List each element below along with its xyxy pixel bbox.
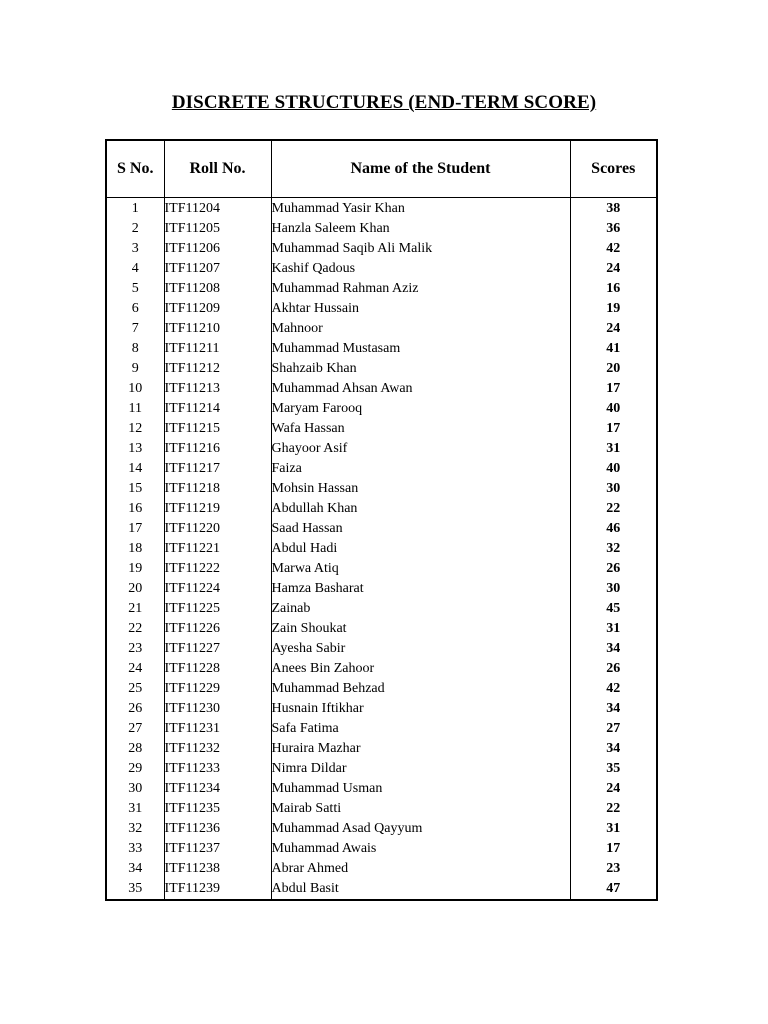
cell-sno: 15	[106, 479, 164, 499]
table-body	[106, 198, 657, 901]
cell-sno: 28	[106, 739, 164, 759]
cell-roll-no: ITF11204	[164, 198, 271, 220]
cell-sno: 30	[106, 779, 164, 799]
cell-sno: 10	[106, 379, 164, 399]
cell-student-name: Huraira Mazhar	[271, 739, 570, 759]
cell-score: 38	[570, 198, 657, 220]
cell-student-name: Muhammad Ahsan Awan	[271, 379, 570, 399]
cell-sno: 13	[106, 439, 164, 459]
table-header-row	[106, 140, 657, 198]
cell-score: 16	[570, 279, 657, 299]
table-row	[106, 659, 657, 679]
cell-score: 19	[570, 299, 657, 319]
cell-score: 26	[570, 659, 657, 679]
cell-sno: 2	[106, 219, 164, 239]
cell-roll-no: ITF11228	[164, 659, 271, 679]
cell-sno: 20	[106, 579, 164, 599]
cell-student-name: Shahzaib Khan	[271, 359, 570, 379]
table-row	[106, 779, 657, 799]
cell-roll-no: ITF11226	[164, 619, 271, 639]
cell-student-name: Zainab	[271, 599, 570, 619]
cell-student-name: Faiza	[271, 459, 570, 479]
cell-score: 34	[570, 639, 657, 659]
cell-student-name: Abdul Hadi	[271, 539, 570, 559]
cell-sno: 8	[106, 339, 164, 359]
table-row	[106, 379, 657, 399]
table-row	[106, 319, 657, 339]
cell-score: 40	[570, 459, 657, 479]
cell-score: 24	[570, 319, 657, 339]
table-row	[106, 519, 657, 539]
table-row	[106, 879, 657, 900]
header-sno: S No.	[106, 140, 164, 198]
table-row	[106, 499, 657, 519]
cell-score: 30	[570, 579, 657, 599]
cell-roll-no: ITF11219	[164, 499, 271, 519]
cell-roll-no: ITF11238	[164, 859, 271, 879]
cell-score: 47	[570, 879, 657, 900]
cell-roll-no: ITF11225	[164, 599, 271, 619]
cell-student-name: Mahnoor	[271, 319, 570, 339]
cell-roll-no: ITF11217	[164, 459, 271, 479]
cell-score: 17	[570, 419, 657, 439]
cell-roll-no: ITF11220	[164, 519, 271, 539]
cell-roll-no: ITF11224	[164, 579, 271, 599]
cell-student-name: Muhammad Saqib Ali Malik	[271, 239, 570, 259]
cell-score: 24	[570, 779, 657, 799]
cell-student-name: Muhammad Asad Qayyum	[271, 819, 570, 839]
cell-student-name: Husnain Iftikhar	[271, 699, 570, 719]
table-row	[106, 619, 657, 639]
cell-roll-no: ITF11230	[164, 699, 271, 719]
cell-sno: 25	[106, 679, 164, 699]
cell-roll-no: ITF11233	[164, 759, 271, 779]
cell-student-name: Safa Fatima	[271, 719, 570, 739]
cell-sno: 19	[106, 559, 164, 579]
table-row	[106, 439, 657, 459]
table-row	[106, 299, 657, 319]
cell-roll-no: ITF11206	[164, 239, 271, 259]
cell-score: 32	[570, 539, 657, 559]
cell-roll-no: ITF11229	[164, 679, 271, 699]
cell-score: 42	[570, 239, 657, 259]
cell-student-name: Muhammad Rahman Aziz	[271, 279, 570, 299]
table-row	[106, 739, 657, 759]
table-row	[106, 819, 657, 839]
cell-roll-no: ITF11212	[164, 359, 271, 379]
cell-sno: 6	[106, 299, 164, 319]
table-row	[106, 599, 657, 619]
cell-student-name: Marwa Atiq	[271, 559, 570, 579]
cell-sno: 14	[106, 459, 164, 479]
cell-roll-no: ITF11227	[164, 639, 271, 659]
cell-student-name: Muhammad Behzad	[271, 679, 570, 699]
cell-sno: 11	[106, 399, 164, 419]
cell-student-name: Mairab Satti	[271, 799, 570, 819]
cell-student-name: Abrar Ahmed	[271, 859, 570, 879]
table-row	[106, 839, 657, 859]
table-row	[106, 559, 657, 579]
table-row	[106, 639, 657, 659]
cell-sno: 3	[106, 239, 164, 259]
cell-score: 24	[570, 259, 657, 279]
cell-sno: 23	[106, 639, 164, 659]
cell-student-name: Ayesha Sabir	[271, 639, 570, 659]
cell-student-name: Hamza Basharat	[271, 579, 570, 599]
table-row	[106, 579, 657, 599]
cell-sno: 32	[106, 819, 164, 839]
score-table	[105, 139, 658, 901]
cell-roll-no: ITF11213	[164, 379, 271, 399]
table-row	[106, 259, 657, 279]
cell-sno: 5	[106, 279, 164, 299]
cell-student-name: Zain Shoukat	[271, 619, 570, 639]
cell-roll-no: ITF11205	[164, 219, 271, 239]
cell-sno: 17	[106, 519, 164, 539]
cell-score: 26	[570, 559, 657, 579]
cell-student-name: Mohsin Hassan	[271, 479, 570, 499]
cell-sno: 1	[106, 198, 164, 220]
header-roll-no: Roll No.	[164, 140, 271, 198]
cell-score: 27	[570, 719, 657, 739]
cell-score: 17	[570, 839, 657, 859]
cell-score: 31	[570, 439, 657, 459]
cell-sno: 22	[106, 619, 164, 639]
table-row	[106, 198, 657, 220]
cell-score: 34	[570, 739, 657, 759]
cell-sno: 35	[106, 879, 164, 900]
cell-student-name: Anees Bin Zahoor	[271, 659, 570, 679]
cell-sno: 33	[106, 839, 164, 859]
cell-sno: 9	[106, 359, 164, 379]
cell-student-name: Nimra Dildar	[271, 759, 570, 779]
cell-sno: 27	[106, 719, 164, 739]
cell-roll-no: ITF11231	[164, 719, 271, 739]
cell-roll-no: ITF11221	[164, 539, 271, 559]
cell-roll-no: ITF11215	[164, 419, 271, 439]
cell-sno: 7	[106, 319, 164, 339]
cell-student-name: Hanzla Saleem Khan	[271, 219, 570, 239]
cell-score: 22	[570, 499, 657, 519]
cell-sno: 4	[106, 259, 164, 279]
table-row	[106, 699, 657, 719]
cell-roll-no: ITF11216	[164, 439, 271, 459]
cell-roll-no: ITF11232	[164, 739, 271, 759]
cell-student-name: Abdul Basit	[271, 879, 570, 900]
cell-roll-no: ITF11218	[164, 479, 271, 499]
cell-score: 42	[570, 679, 657, 699]
cell-score: 30	[570, 479, 657, 499]
cell-score: 41	[570, 339, 657, 359]
cell-score: 45	[570, 599, 657, 619]
cell-roll-no: ITF11239	[164, 879, 271, 900]
cell-student-name: Ghayoor Asif	[271, 439, 570, 459]
cell-score: 31	[570, 619, 657, 639]
cell-roll-no: ITF11214	[164, 399, 271, 419]
cell-roll-no: ITF11222	[164, 559, 271, 579]
cell-student-name: Muhammad Mustasam	[271, 339, 570, 359]
cell-roll-no: ITF11235	[164, 799, 271, 819]
cell-roll-no: ITF11236	[164, 819, 271, 839]
cell-score: 46	[570, 519, 657, 539]
header-student-name: Name of the Student	[271, 140, 570, 198]
cell-sno: 24	[106, 659, 164, 679]
table-row	[106, 859, 657, 879]
cell-student-name: Muhammad Usman	[271, 779, 570, 799]
cell-score: 20	[570, 359, 657, 379]
cell-sno: 29	[106, 759, 164, 779]
cell-sno: 12	[106, 419, 164, 439]
table-row	[106, 539, 657, 559]
cell-student-name: Muhammad Awais	[271, 839, 570, 859]
table-row	[106, 399, 657, 419]
table-row	[106, 759, 657, 779]
cell-student-name: Saad Hassan	[271, 519, 570, 539]
table-row	[106, 339, 657, 359]
cell-score: 31	[570, 819, 657, 839]
cell-sno: 21	[106, 599, 164, 619]
cell-student-name: Maryam Farooq	[271, 399, 570, 419]
table-row	[106, 459, 657, 479]
cell-score: 22	[570, 799, 657, 819]
header-scores: Scores	[570, 140, 657, 198]
cell-score: 40	[570, 399, 657, 419]
cell-sno: 26	[106, 699, 164, 719]
table-row	[106, 219, 657, 239]
table-row	[106, 479, 657, 499]
table-row	[106, 279, 657, 299]
cell-roll-no: ITF11209	[164, 299, 271, 319]
cell-score: 23	[570, 859, 657, 879]
cell-sno: 16	[106, 499, 164, 519]
table-row	[106, 799, 657, 819]
cell-score: 34	[570, 699, 657, 719]
cell-roll-no: ITF11211	[164, 339, 271, 359]
cell-roll-no: ITF11208	[164, 279, 271, 299]
cell-student-name: Kashif Qadous	[271, 259, 570, 279]
cell-sno: 18	[106, 539, 164, 559]
cell-sno: 31	[106, 799, 164, 819]
table-row	[106, 239, 657, 259]
cell-score: 17	[570, 379, 657, 399]
cell-student-name: Wafa Hassan	[271, 419, 570, 439]
cell-student-name: Abdullah Khan	[271, 499, 570, 519]
cell-student-name: Akhtar Hussain	[271, 299, 570, 319]
cell-roll-no: ITF11237	[164, 839, 271, 859]
cell-roll-no: ITF11234	[164, 779, 271, 799]
table-row	[106, 359, 657, 379]
cell-roll-no: ITF11207	[164, 259, 271, 279]
table-row	[106, 719, 657, 739]
cell-score: 35	[570, 759, 657, 779]
cell-student-name: Muhammad Yasir Khan	[271, 198, 570, 220]
table-row	[106, 679, 657, 699]
cell-score: 36	[570, 219, 657, 239]
cell-roll-no: ITF11210	[164, 319, 271, 339]
table-row	[106, 419, 657, 439]
cell-sno: 34	[106, 859, 164, 879]
page-title: DISCRETE STRUCTURES (END-TERM SCORE)	[171, 92, 597, 113]
